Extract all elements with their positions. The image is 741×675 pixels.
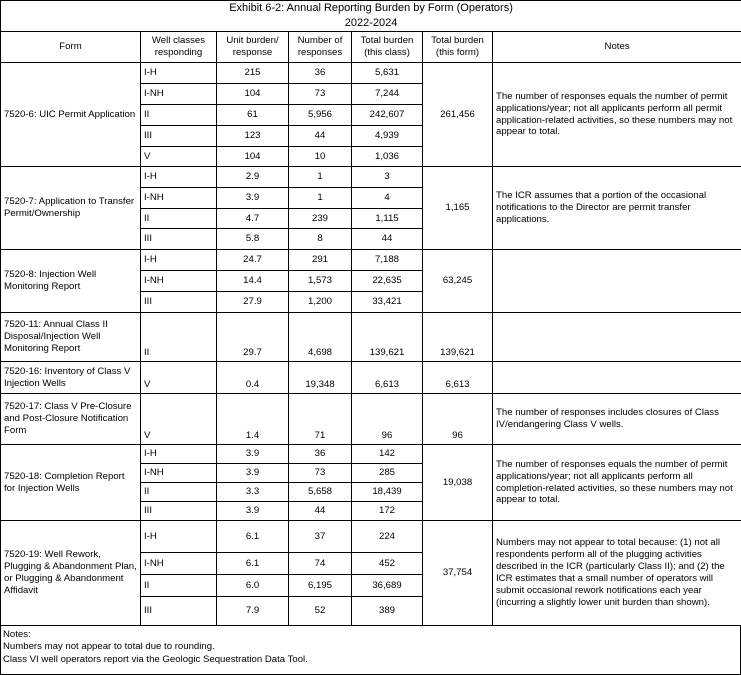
total-class-cell: 139,621 <box>352 313 423 362</box>
header-responses: Number of responses <box>289 32 352 63</box>
unit-burden-cell: 3.9 <box>217 464 289 483</box>
table-row <box>1 313 741 362</box>
responses-cell: 71 <box>289 394 352 445</box>
header-row <box>1 32 741 63</box>
notes-cell: The number of responses equals the number of permit applications/year; not all applicants perform all completion-related activities, so these numbers may not appear to total. <box>493 445 741 521</box>
header-well-classes: Well classes responding <box>141 32 217 63</box>
well-class-cell: II <box>141 483 217 502</box>
well-class-cell: V <box>141 362 217 394</box>
unit-burden-cell: 2.9 <box>217 167 289 188</box>
total-class-cell: 142 <box>352 445 423 464</box>
notes-cell: The ICR assumes that a portion of the occasional notifications to the Director are permit transfer applications. <box>493 167 741 250</box>
total-class-cell: 224 <box>352 521 423 553</box>
notes-cell <box>493 313 741 362</box>
notes-cell: Numbers may not appear to total because: (1) not all respondents perform all of the plugging activities described in the ICR (particularly Class II); and (2) the ICR estimates that a small number of operators will submit occasional rework notifications each year (incurring a slightly lower unit burden than shown). <box>493 521 741 626</box>
table-row <box>1 250 741 271</box>
table-body <box>1 63 741 626</box>
responses-cell: 73 <box>289 464 352 483</box>
responses-cell: 52 <box>289 597 352 626</box>
unit-burden-cell: 3.3 <box>217 483 289 502</box>
unit-burden-cell: 14.4 <box>217 271 289 292</box>
responses-cell: 1 <box>289 167 352 188</box>
form-name-cell: 7520-17: Class V Pre-Closure and Post-Closure Notification Form <box>1 394 141 445</box>
total-class-cell: 1,115 <box>352 209 423 229</box>
well-class-cell: III <box>141 292 217 313</box>
total-class-cell: 96 <box>352 394 423 445</box>
well-class-cell: I-NH <box>141 553 217 575</box>
unit-burden-cell: 24.7 <box>217 250 289 271</box>
well-class-cell: I-NH <box>141 271 217 292</box>
well-class-cell: I-NH <box>141 464 217 483</box>
notes-cell: The number of responses equals the number of permit applications/year; not all applicants perform all permit application-related activities, so these numbers may not appear to total. <box>493 63 741 167</box>
responses-cell: 73 <box>289 84 352 105</box>
total-form-cell: 63,245 <box>423 250 493 313</box>
responses-cell: 37 <box>289 521 352 553</box>
responses-cell: 239 <box>289 209 352 229</box>
unit-burden-cell: 104 <box>217 147 289 167</box>
unit-burden-cell: 3.9 <box>217 445 289 464</box>
unit-burden-cell: 5.8 <box>217 229 289 250</box>
footer-note-line: Class VI well operators report via the Geologic Sequestration Data Tool. <box>3 653 308 665</box>
responses-cell: 44 <box>289 126 352 147</box>
well-class-cell: V <box>141 147 217 167</box>
well-class-cell: I-H <box>141 63 217 84</box>
unit-burden-cell: 6.0 <box>217 575 289 597</box>
table-title-cell <box>1 1 741 32</box>
total-class-cell: 44 <box>352 229 423 250</box>
well-class-cell: I-NH <box>141 188 217 209</box>
responses-cell: 19,348 <box>289 362 352 394</box>
total-form-cell: 6,613 <box>423 362 493 394</box>
notes-cell: The number of responses includes closures of Class IV/endangering Class V wells. <box>493 394 741 445</box>
well-class-cell: III <box>141 126 217 147</box>
notes-cell <box>493 250 741 313</box>
unit-burden-cell: 123 <box>217 126 289 147</box>
well-class-cell: I-H <box>141 521 217 553</box>
well-class-cell: II <box>141 313 217 362</box>
total-form-cell: 96 <box>423 394 493 445</box>
form-name-cell: 7520-7: Application to Transfer Permit/Ownership <box>1 167 141 250</box>
header-form: Form <box>1 32 141 63</box>
unit-burden-cell: 3.9 <box>217 502 289 521</box>
total-form-cell: 139,621 <box>423 313 493 362</box>
form-name-cell: 7520-11: Annual Class II Disposal/Injection Well Monitoring Report <box>1 313 141 362</box>
well-class-cell: II <box>141 575 217 597</box>
header-total-class: Total burden (this class) <box>352 32 423 63</box>
table-row <box>1 167 741 188</box>
well-class-cell: III <box>141 502 217 521</box>
total-class-cell: 285 <box>352 464 423 483</box>
responses-cell: 1,200 <box>289 292 352 313</box>
responses-cell: 6,195 <box>289 575 352 597</box>
total-form-cell: 37,754 <box>423 521 493 626</box>
total-class-cell: 452 <box>352 553 423 575</box>
unit-burden-cell: 4.7 <box>217 209 289 229</box>
responses-cell: 5,956 <box>289 105 352 126</box>
unit-burden-cell: 27.9 <box>217 292 289 313</box>
total-form-cell: 1,165 <box>423 167 493 250</box>
responses-cell: 36 <box>289 445 352 464</box>
total-class-cell: 1,036 <box>352 147 423 167</box>
total-class-cell: 36,689 <box>352 575 423 597</box>
unit-burden-cell: 6.1 <box>217 553 289 575</box>
well-class-cell: V <box>141 394 217 445</box>
well-class-cell: I-H <box>141 167 217 188</box>
total-class-cell: 18,439 <box>352 483 423 502</box>
unit-burden-cell: 7.9 <box>217 597 289 626</box>
well-class-cell: III <box>141 229 217 250</box>
unit-burden-cell: 3.9 <box>217 188 289 209</box>
header-total-form: Total burden (this form) <box>423 32 493 63</box>
table-subtitle: 2022-2024 <box>344 17 398 29</box>
table-title: Exhibit 6-2: Annual Reporting Burden by Form (Operators) <box>229 2 513 15</box>
form-name-cell: 7520-6: UIC Permit Application <box>1 63 141 167</box>
responses-cell: 5,658 <box>289 483 352 502</box>
table-row <box>1 445 741 464</box>
table-row <box>1 362 741 394</box>
table-row <box>1 521 741 553</box>
unit-burden-cell: 29.7 <box>217 313 289 362</box>
well-class-cell: II <box>141 105 217 126</box>
responses-cell: 8 <box>289 229 352 250</box>
table-row <box>1 394 741 445</box>
unit-burden-cell: 215 <box>217 63 289 84</box>
total-form-cell: 19,038 <box>423 445 493 521</box>
total-class-cell: 4 <box>352 188 423 209</box>
form-name-cell: 7520-8: Injection Well Monitoring Report <box>1 250 141 313</box>
total-class-cell: 5,631 <box>352 63 423 84</box>
responses-cell: 10 <box>289 147 352 167</box>
responses-cell: 291 <box>289 250 352 271</box>
total-class-cell: 242,607 <box>352 105 423 126</box>
unit-burden-cell: 0.4 <box>217 362 289 394</box>
responses-cell: 4,698 <box>289 313 352 362</box>
footer-notes-heading: Notes: <box>3 629 31 640</box>
total-class-cell: 7,244 <box>352 84 423 105</box>
responses-cell: 1,573 <box>289 271 352 292</box>
unit-burden-cell: 104 <box>217 84 289 105</box>
total-class-cell: 172 <box>352 502 423 521</box>
header-unit-burden: Unit burden/ response <box>217 32 289 63</box>
total-class-cell: 3 <box>352 167 423 188</box>
unit-burden-cell: 61 <box>217 105 289 126</box>
total-class-cell: 7,188 <box>352 250 423 271</box>
responses-cell: 74 <box>289 553 352 575</box>
notes-cell <box>493 362 741 394</box>
unit-burden-cell: 1.4 <box>217 394 289 445</box>
well-class-cell: I-NH <box>141 84 217 105</box>
total-class-cell: 4,939 <box>352 126 423 147</box>
unit-burden-cell: 6.1 <box>217 521 289 553</box>
responses-cell: 1 <box>289 188 352 209</box>
form-name-cell: 7520-18: Completion Report for Injection Wells <box>1 445 141 521</box>
total-class-cell: 6,613 <box>352 362 423 394</box>
form-name-cell: 7520-16: Inventory of Class V Injection Wells <box>1 362 141 394</box>
well-class-cell: I-H <box>141 445 217 464</box>
header-notes: Notes <box>493 32 741 63</box>
well-class-cell: II <box>141 209 217 229</box>
well-class-cell: III <box>141 597 217 626</box>
footer-note-line: Numbers may not appear to total due to rounding. <box>3 641 215 653</box>
form-name-cell: 7520-19: Well Rework, Plugging & Abandonment Plan, or Plugging & Abandonment Affidavit <box>1 521 141 626</box>
responses-cell: 44 <box>289 502 352 521</box>
responses-cell: 36 <box>289 63 352 84</box>
footer-notes <box>0 626 741 675</box>
well-class-cell: I-H <box>141 250 217 271</box>
total-form-cell: 261,456 <box>423 63 493 167</box>
total-class-cell: 389 <box>352 597 423 626</box>
table-row <box>1 63 741 84</box>
total-class-cell: 22,635 <box>352 271 423 292</box>
total-class-cell: 33,421 <box>352 292 423 313</box>
